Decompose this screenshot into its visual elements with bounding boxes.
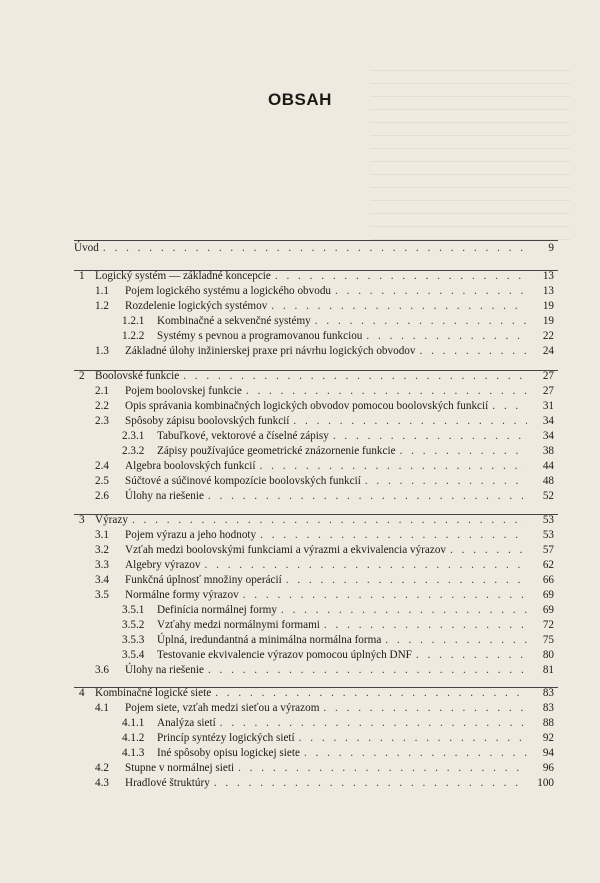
toc-entry[interactable]: [122, 731, 554, 746]
toc-entry-page: 31: [542, 400, 554, 412]
dot-leader: [324, 618, 527, 633]
toc-entry-number: 3: [79, 514, 85, 526]
toc-entry-title: Definícia normálnej formy: [157, 604, 277, 616]
toc-entry[interactable]: [122, 429, 554, 444]
dot-leader: [335, 284, 527, 299]
toc-entry-page: 83: [542, 702, 554, 714]
dot-leader: [366, 329, 527, 344]
toc-entry-page: 72: [542, 619, 554, 631]
toc-entry-number: 3.1: [95, 529, 109, 541]
toc-entry-page: 96: [542, 762, 554, 774]
toc-entry-number: 3.5.4: [122, 649, 145, 661]
toc-entry-title: Stupne v normálnej sieti: [125, 762, 235, 774]
toc-entry[interactable]: [95, 384, 554, 399]
toc-entry-title: Súčtové a súčinové kompozície boolovských funkcií: [125, 475, 361, 487]
toc-entry-number: 2: [79, 370, 85, 382]
toc-entry[interactable]: [122, 618, 554, 633]
toc-entry-page: 94: [542, 747, 554, 759]
toc-entry-page: 27: [542, 370, 554, 382]
dot-leader: [492, 399, 527, 414]
toc-entry-page: 13: [542, 285, 554, 297]
toc-entry-number: 2.3.1: [122, 430, 145, 442]
toc-entry[interactable]: [122, 633, 554, 648]
toc-entry[interactable]: [122, 648, 554, 663]
toc-entry[interactable]: [122, 444, 554, 459]
toc-entry-number: 2.3.2: [122, 445, 145, 457]
toc-entry[interactable]: [79, 513, 554, 528]
toc-entry[interactable]: [95, 299, 554, 314]
toc-entry-title: Úplná, iredundantná a minimálna normálna forma: [157, 634, 382, 646]
toc-entry[interactable]: [95, 573, 554, 588]
toc-entry-page: 22: [542, 330, 554, 342]
toc-entry-page: 27: [542, 385, 554, 397]
toc-entry-page: 92: [542, 732, 554, 744]
toc-entry-number: 3.5.2: [122, 619, 145, 631]
dot-leader: [304, 746, 527, 761]
toc-entry-number: 1.2.2: [122, 330, 145, 342]
toc-entry-title: Vzťahy medzi normálnymi formami: [157, 619, 320, 631]
toc-entry-number: 2.2: [95, 400, 109, 412]
toc-entry-number: 3.5.1: [122, 604, 145, 616]
toc-entry-title: Princíp syntézy logických sietí: [157, 732, 295, 744]
toc-entry-number: 4.1.3: [122, 747, 145, 759]
toc-entry-number: 2.3: [95, 415, 109, 427]
toc-entry-page: 34: [542, 430, 554, 442]
toc-entry-page: 53: [542, 529, 554, 541]
toc-entry-number: 2.6: [95, 490, 109, 502]
toc-entry-page: 57: [542, 544, 554, 556]
toc-entry-title: Systémy s pevnou a programovanou funkciou: [157, 330, 363, 342]
toc-entry-title: Spôsoby zápisu boolovských funkcií: [125, 415, 290, 427]
toc-entry-title: Kombinačné logické siete: [95, 687, 212, 699]
dot-leader: [333, 429, 527, 444]
dot-leader: [220, 716, 527, 731]
toc-entry-title: Boolovské funkcie: [95, 370, 180, 382]
toc-entry-number: 3.6: [95, 664, 109, 676]
toc-entry-page: 19: [542, 315, 554, 327]
toc-entry[interactable]: [95, 701, 554, 716]
toc-entry[interactable]: [95, 776, 554, 791]
toc-entry-title: Pojem boolovskej funkcie: [125, 385, 242, 397]
toc-entry-title: Algebry výrazov: [125, 559, 201, 571]
toc-entry-title: Iné spôsoby opisu logickej siete: [157, 747, 300, 759]
toc-entry-page: 69: [542, 589, 554, 601]
toc-entry[interactable]: [122, 314, 554, 329]
dot-leader: [260, 459, 528, 474]
toc-entry[interactable]: [95, 588, 554, 603]
toc-entry-page: 38: [542, 445, 554, 457]
toc-entry-number: 3.5.3: [122, 634, 145, 646]
toc-entry-number: 2.4: [95, 460, 109, 472]
toc-entry-page: 13: [542, 270, 554, 282]
toc-entry-page: 44: [542, 460, 554, 472]
dot-leader: [275, 269, 527, 284]
toc-entry-title: Základné úlohy inžinierskej praxe pri návrhu logických obvodov: [125, 345, 416, 357]
page-title: OBSAH: [268, 90, 332, 109]
dot-leader: [183, 369, 527, 384]
toc-entry-page: 48: [542, 475, 554, 487]
dot-leader: [286, 573, 527, 588]
toc-entry[interactable]: [95, 528, 554, 543]
toc-entry-page: 81: [542, 664, 554, 676]
toc-entry-title: Pojem siete, vzťah medzi sieťou a výrazom: [125, 702, 320, 714]
toc-entry-number: 4.1.2: [122, 732, 145, 744]
toc-entry[interactable]: [122, 746, 554, 761]
toc-entry[interactable]: [95, 558, 554, 573]
toc-entry-title: Funkčná úplnosť množiny operácií: [125, 574, 282, 586]
toc-entry-page: 34: [542, 415, 554, 427]
toc-entry-number: 4: [79, 687, 85, 699]
dot-leader: [271, 299, 527, 314]
toc-entry[interactable]: [79, 686, 554, 701]
dot-leader: [214, 776, 527, 791]
toc-entry-title: Rozdelenie logických systémov: [125, 300, 268, 312]
dot-leader: [208, 663, 527, 678]
toc-entry[interactable]: [95, 663, 554, 678]
toc-entry-page: 53: [542, 514, 554, 526]
toc-entry-title: Úvod: [74, 242, 99, 254]
toc-entry-page: 80: [542, 649, 554, 661]
dot-leader: [400, 444, 527, 459]
dot-leader: [246, 384, 527, 399]
toc-entry-page: 19: [542, 300, 554, 312]
toc-entry-title: Tabuľkové, vektorové a číselné zápisy: [157, 430, 329, 442]
toc-entry-number: 1.2.1: [122, 315, 145, 327]
toc-entry[interactable]: [122, 716, 554, 731]
toc-entry-page: 9: [548, 242, 554, 254]
dot-leader: [132, 513, 527, 528]
dot-leader: [365, 474, 527, 489]
toc-entry[interactable]: [95, 459, 554, 474]
toc-entry-page: 88: [542, 717, 554, 729]
toc-entry-page: 24: [542, 345, 554, 357]
toc-entry[interactable]: [95, 761, 554, 776]
dot-leader: [215, 686, 527, 701]
toc-entry-title: Úlohy na riešenie: [125, 664, 204, 676]
toc-entry-title: Výrazy: [95, 514, 128, 526]
toc-entry-title: Pojem výrazu a jeho hodnoty: [125, 529, 257, 541]
dot-leader: [238, 761, 527, 776]
toc-entry-page: 69: [542, 604, 554, 616]
toc-entry[interactable]: [95, 414, 554, 429]
toc-entry-page: 52: [542, 490, 554, 502]
toc-entry-number: 4.3: [95, 777, 109, 789]
dot-leader: [323, 701, 527, 716]
toc-entry-title: Opis správania kombinačných logických obvodov pomocou boolovských funkcií: [125, 400, 489, 412]
toc-entry-title: Vzťah medzi boolovskými funkciami a výrazmi a ekvivalencia výrazov: [125, 544, 447, 556]
toc-entry[interactable]: [95, 284, 554, 299]
toc-entry-title: Algebra boolovských funkcií: [125, 460, 256, 472]
toc-entry-number: 4.2: [95, 762, 109, 774]
dot-leader: [299, 731, 527, 746]
toc-entry-number: 2.5: [95, 475, 109, 487]
dot-leader: [103, 241, 527, 256]
dot-leader: [260, 528, 527, 543]
toc-entry[interactable]: [79, 269, 554, 284]
toc-entry[interactable]: [122, 329, 554, 344]
toc-entry-number: 1.2: [95, 300, 109, 312]
toc-entry-number: 1.3: [95, 345, 109, 357]
toc-entry[interactable]: [74, 241, 554, 256]
toc-entry[interactable]: [95, 489, 554, 504]
dot-leader: [385, 633, 527, 648]
toc-entry-title: Pojem logického systému a logického obvodu: [125, 285, 332, 297]
toc-entry-number: 4.1: [95, 702, 109, 714]
toc-entry-number: 3.5: [95, 589, 109, 601]
toc-entry-number: 2.1: [95, 385, 109, 397]
toc-entry-page: 66: [542, 574, 554, 586]
dot-leader: [315, 314, 527, 329]
toc-entry-title: Normálne formy výrazov: [125, 589, 239, 601]
toc-entry[interactable]: [122, 603, 554, 618]
toc-entry-number: 4.1.1: [122, 717, 145, 729]
dot-leader: [243, 588, 527, 603]
toc-entry-page: 100: [537, 777, 554, 789]
toc-entry-title: Kombinačné a sekvenčné systémy: [157, 315, 311, 327]
toc-entry[interactable]: [95, 474, 554, 489]
toc-entry-title: Zápisy používajúce geometrické znázornenie funkcie: [157, 445, 396, 457]
dot-leader: [205, 558, 528, 573]
toc-entry[interactable]: [79, 369, 554, 384]
toc-entry-number: 1: [79, 270, 85, 282]
toc-entry-page: 75: [542, 634, 554, 646]
dot-leader: [419, 344, 527, 359]
toc-entry-title: Testovanie ekvivalencie výrazov pomocou úplných DNF: [157, 649, 412, 661]
toc-entry-number: 3.3: [95, 559, 109, 571]
dot-leader: [416, 648, 527, 663]
toc-entry-number: 1.1: [95, 285, 109, 297]
toc-entry-number: 3.4: [95, 574, 109, 586]
toc-entry-title: Hradlové štruktúry: [125, 777, 210, 789]
toc-entry-title: Analýza sietí: [157, 717, 216, 729]
dot-leader: [450, 543, 527, 558]
toc-entry[interactable]: [95, 543, 554, 558]
toc-entry-title: Logický systém — základné koncepcie: [95, 270, 271, 282]
toc-entry-title: Úlohy na riešenie: [125, 490, 204, 502]
toc-entry-page: 62: [542, 559, 554, 571]
toc-entry[interactable]: [95, 399, 554, 414]
toc-entry[interactable]: [95, 344, 554, 359]
dot-leader: [208, 489, 527, 504]
dot-leader: [281, 603, 527, 618]
toc-entry-number: 3.2: [95, 544, 109, 556]
dot-leader: [293, 414, 527, 429]
toc-entry-page: 83: [542, 687, 554, 699]
